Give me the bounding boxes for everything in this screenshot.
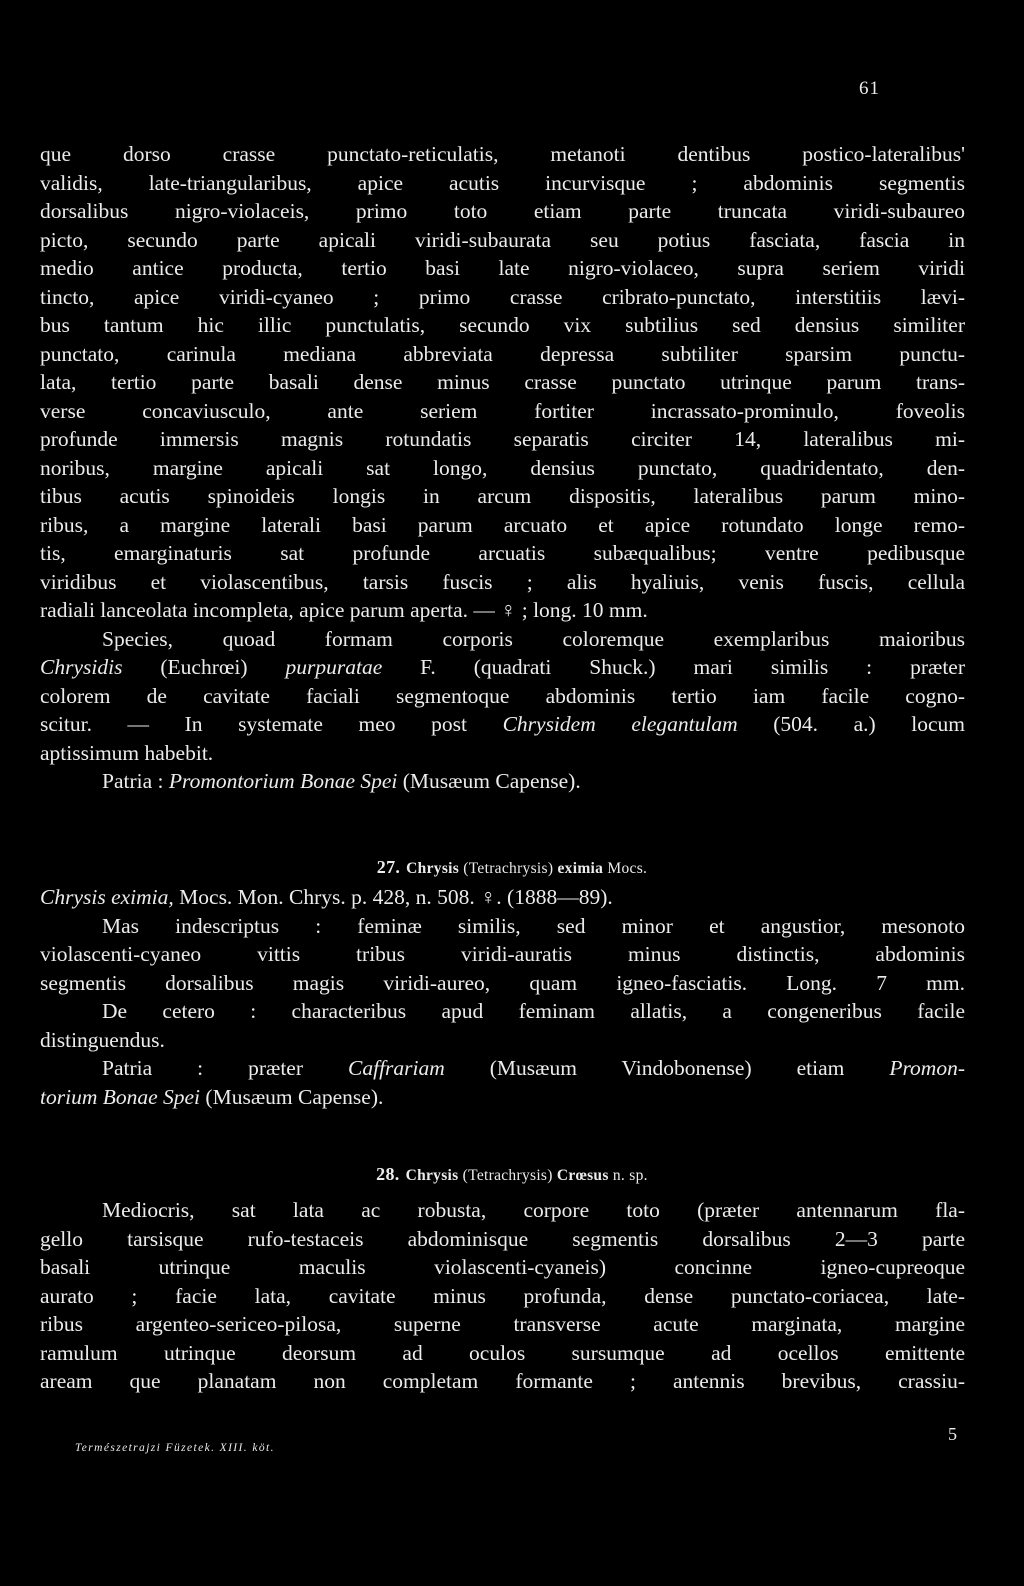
species-number: 27.	[376, 857, 401, 877]
genus-name: Chrysis	[406, 860, 460, 877]
text-segment: ribus argenteo-sericeo-pilosa, superne transverse acute marginata, margine	[40, 1312, 965, 1336]
text-segment: tibus acutis spinoideis longis in arcum dispositis, lateralibus parum mino-	[40, 484, 965, 508]
genus-name: Chrysis	[405, 1167, 459, 1184]
species-author: Mocs.	[603, 860, 648, 877]
text-segment: (Euchrœi)	[122, 655, 286, 679]
text-line	[40, 1310, 965, 1339]
text-segment: tincto, apice viridi-cyaneo ; primo crasse cribrato-punctato, interstitiis lævi-	[40, 284, 965, 309]
paragraph-block-species-27	[40, 883, 965, 1111]
text-segment: (Musæum Vindobonense) etiam	[444, 1056, 890, 1080]
italic-text: Caffrariam	[348, 1056, 445, 1080]
text-segment: segmentis dorsalibus magis viridi-aureo, quam igneo-fasciatis. Long. 7 mm.	[40, 970, 965, 995]
text-segment: colorem de cavitate faciali segmentoque abdominis tertio iam facile cogno-	[40, 683, 965, 708]
text-segment: validis, late-triangularibus, apice acutis incurvisque ; abdominis segmentis	[40, 170, 965, 195]
page-number: 61	[859, 78, 880, 99]
text-line	[40, 368, 965, 397]
text-segment: Patria :	[102, 769, 169, 793]
species-name: eximia	[557, 860, 604, 877]
text-line	[40, 940, 965, 969]
text-line	[40, 710, 965, 739]
text-line	[40, 912, 965, 941]
text-segment: F. (quadrati Shuck.) mari similis : præter	[382, 655, 965, 679]
italic-text: Promontorium Bonae Spei	[168, 769, 398, 793]
text-segment: Mediocris, sat lata ac robusta, corpore toto (præter antennarum fla-	[102, 1198, 965, 1222]
text-line	[40, 397, 965, 426]
text-line	[40, 1083, 965, 1112]
text-segment: (Musæum Capense).	[200, 1084, 384, 1109]
text-segment: noribus, margine apicali sat longo, densius punctato, quadridentato, den-	[40, 455, 965, 480]
text-segment: Species, quoad formam corporis coloremque exemplaribus maioribus	[102, 626, 965, 651]
text-segment: aptissimum habebit.	[40, 740, 214, 765]
italic-text: Chrysis eximia,	[40, 885, 174, 909]
text-line	[40, 539, 965, 568]
italic-text: purpuratae	[285, 655, 383, 679]
italic-text: Promon-	[889, 1056, 965, 1080]
text-line	[40, 1196, 965, 1225]
text-line	[40, 140, 965, 169]
text-segment: aream que planatam non completam formante ; antennis brevibus, crassiu-	[40, 1369, 965, 1393]
species-author: n. sp.	[608, 1167, 648, 1184]
text-line	[40, 682, 965, 711]
text-line	[40, 653, 965, 682]
text-line	[40, 197, 965, 226]
text-segment: tis, emarginaturis sat profunde arcuatis subæqualibus; ventre pedibusque	[40, 541, 965, 565]
text-line	[40, 1367, 965, 1396]
text-line	[40, 283, 965, 312]
text-segment: bus tantum hic illic punctulatis, secundo vix subtilius sed densius similiter	[40, 313, 965, 337]
text-segment: picto, secundo parte apicali viridi-subaurata seu potius fasciata, fascia in	[40, 227, 965, 252]
text-segment: punctato, carinula mediana abbreviata depressa subtiliter sparsim punctu-	[40, 341, 965, 366]
text-segment: (504. a.) locum	[737, 712, 965, 736]
italic-text: Chrysidem elegantulam	[502, 712, 738, 736]
text-segment: Mas indescriptus : feminæ similis, sed minor et angustior, mesonoto	[102, 913, 965, 938]
text-segment: De cetero : characteribus apud feminam allatis, a congeneribus facile	[102, 999, 965, 1023]
paragraph-block-species-26	[40, 140, 965, 796]
text-segment: violascenti-cyaneo vittis tribus viridi-auratis minus distinctis, abdominis	[40, 942, 965, 966]
subgenus-name: (Tetrachrysis)	[458, 1167, 557, 1184]
journal-footer: Természetrajzi Füzetek. XIII. köt.	[75, 1442, 275, 1454]
text-line	[40, 883, 965, 912]
text-segment: lata, tertio parte basali dense minus crasse punctato utrinque parum trans-	[40, 370, 965, 394]
text-line	[40, 568, 965, 597]
italic-text: torium Bonae Spei	[40, 1084, 201, 1109]
text-line	[40, 767, 965, 796]
species-name: Crœsus	[556, 1167, 609, 1184]
text-line	[40, 482, 965, 511]
text-segment: Mocs. Mon. Chrys. p. 428, n. 508. ♀. (1888—89).	[173, 885, 613, 909]
italic-text: Chrysidis	[40, 655, 123, 679]
text-line	[40, 739, 965, 768]
text-line	[40, 997, 965, 1026]
text-line	[40, 596, 965, 625]
text-line	[40, 625, 965, 654]
text-segment: dorsalibus nigro-violaceis, primo toto etiam parte truncata viridi-subaureo	[40, 199, 965, 223]
text-line	[40, 1253, 965, 1282]
text-segment: distinguendus.	[40, 1027, 165, 1052]
text-segment: aurato ; facie lata, cavitate minus profunda, dense punctato-coriacea, late-	[40, 1283, 965, 1308]
text-line	[40, 511, 965, 540]
text-segment: (Musæum Capense).	[397, 769, 581, 793]
species-heading-27	[0, 857, 1024, 878]
species-number: 28.	[376, 1164, 400, 1184]
text-segment: scitur. — In systemate meo post	[40, 712, 503, 736]
signature-mark: 5	[948, 1424, 957, 1444]
text-segment: Patria : præter	[102, 1056, 348, 1080]
text-line	[40, 969, 965, 998]
paragraph-block-species-28	[40, 1196, 965, 1396]
text-line	[40, 1339, 965, 1368]
text-segment: verse concaviusculo, ante seriem fortiter incrassato-prominulo, foveolis	[40, 398, 965, 423]
text-segment: gello tarsisque rufo-testaceis abdominisque segmentis dorsalibus 2—3 parte	[40, 1226, 965, 1251]
subgenus-name: (Tetrachrysis)	[459, 860, 558, 877]
text-line	[40, 1225, 965, 1254]
text-segment: medio antice producta, tertio basi late nigro-violaceo, supra seriem viridi	[40, 256, 965, 280]
text-segment: profunde immersis magnis rotundatis separatis circiter 14, lateralibus mi-	[40, 427, 965, 451]
text-segment: radiali lanceolata incompleta, apice parum aperta. — ♀ ; long. 10 mm.	[40, 598, 648, 622]
text-line	[40, 254, 965, 283]
text-line	[40, 226, 965, 255]
text-segment: viridibus et violascentibus, tarsis fuscis ; alis hyaliuis, venis fuscis, cellula	[40, 569, 965, 594]
text-line	[40, 454, 965, 483]
species-heading-28	[0, 1164, 1024, 1185]
text-line	[40, 425, 965, 454]
text-line	[40, 340, 965, 369]
text-line	[40, 1282, 965, 1311]
text-line	[40, 311, 965, 340]
text-segment: que dorso crasse punctato-reticulatis, metanoti dentibus postico-lateralibus'	[40, 142, 965, 166]
text-line	[40, 1054, 965, 1083]
text-segment: ramulum utrinque deorsum ad oculos sursumque ad ocellos emittente	[40, 1340, 965, 1365]
text-line	[40, 169, 965, 198]
text-segment: ribus, a margine laterali basi parum arcuato et apice rotundato longe remo-	[40, 512, 965, 537]
text-segment: basali utrinque maculis violascenti-cyaneis) concinne igneo-cupreoque	[40, 1255, 965, 1279]
text-line	[40, 1026, 965, 1055]
